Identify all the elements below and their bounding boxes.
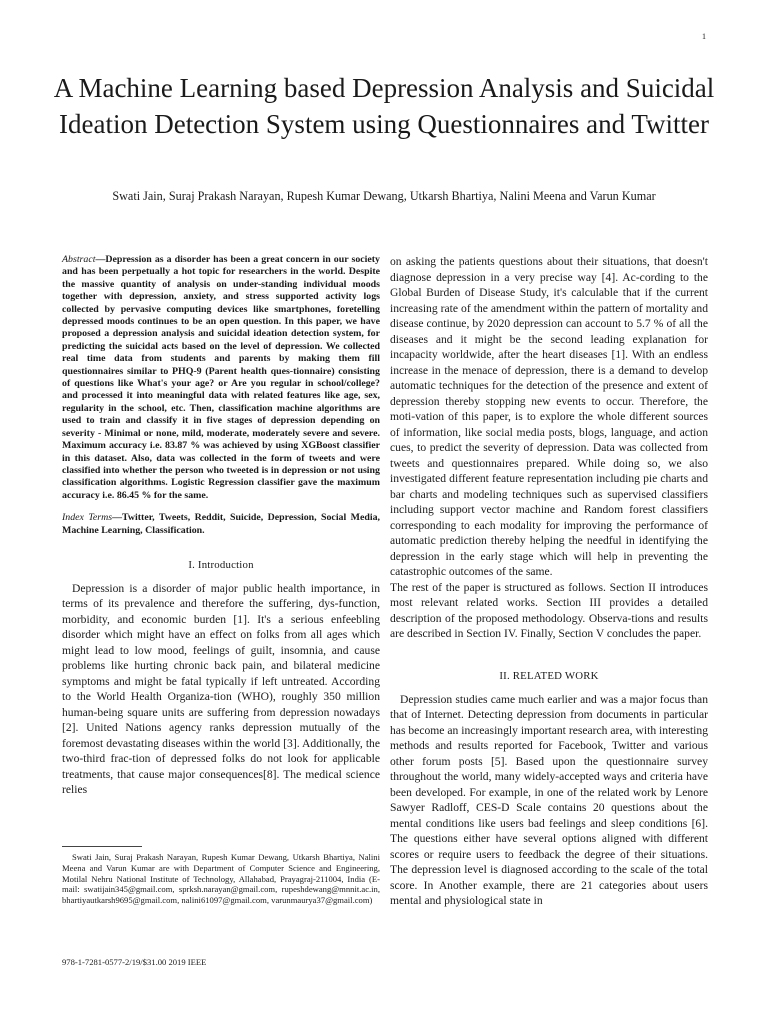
abstract xyxy=(62,254,380,502)
author-list: Swati Jain, Suraj Prakash Narayan, Rupesh Kumar Dewang, Utkarsh Bhartiya, Nalini Meena and Varun Kumar xyxy=(112,189,656,203)
section-heading-related-work: II. RELATED WORK xyxy=(499,669,599,682)
left-column xyxy=(62,254,380,798)
index-terms-text: —Twitter, Tweets, Reddit, Suicide, Depression, Social Media, Machine Learning, Classification. xyxy=(62,512,380,536)
page-number: 1 xyxy=(702,32,706,41)
section-heading-introduction: I. Introduction xyxy=(188,558,254,571)
index-terms xyxy=(62,512,380,537)
index-terms-label: Index Terms xyxy=(62,512,113,524)
author-affiliation-footnote: Swati Jain, Suraj Prakash Narayan, Rupesh Kumar Dewang, Utkarsh Bhartiya, Nalini Meena and Varun Kumar are with Department of Computer Science and Engineering, Motilal Nehru National Institute of Technology, Allahabad, Prayagraj-211004, India (E-mail: swatijain345@gmail.com, sprksh.narayan@gmail.com, rupeshdewang@mnnit.ac.in, bhartiyautkarsh9695@gmail.com, nalini61097@gmail.com, varunmaurya37@gmail.com) xyxy=(62,852,380,906)
isbn-line: 978-1-7281-0577-2/19/$31.00 2019 IEEE xyxy=(62,957,207,967)
introduction-paragraph: Depression is a disorder of major public health importance, in terms of its prevalence and therefore the suffering, dys-function, morbidity, and economic burden [1]. It's a serious enfeebling disorder which might have an effect on folks from all ages which might lead to low mood, feelings of guilt, insomnia, and cause problems like hurting chronic back pain, and bilateral medicine symptoms and might be fatal typically if left untreated. According to the World Health Organiza-tion (WHO), roughly 350 million human-being square units are suffering from depression nowadays [2]. United Nations agency ranks depression mutually of the foremost devastating diseases within the world [3]. Additionally, the two-third frac-tion of depressed folks do not look for applicable treatments, that cause major consequences[8]. The medical science relies xyxy=(62,581,380,797)
introduction-paragraph-continued: on asking the patients questions about their situations, that doesn't diagnose depression in a very precise way [4]. Ac-cording to the Global Burden of Disease Study, it's calculable that if the current increasing rate of the amendment within the pattern of mortality and disease continue, by 2020 depression can account to 5.7 % of all the diseases and it might be the second leading explanation for incapacity worldwide, after the heart diseases [1]. With an endless increase in the menace of depression, there is a demand to develop automatic techniques for the detection of the presence and extent of depression thereby stopping new events to occur. Therefore, the moti-vation of this paper, is to explore the whole different sources of information, like social media posts, blogs, language, and action cues, to predict the severity of depression. Data was collected from tweets and questionnaires prepared. While doing so, we also investigated different feature representation including pie charts and bar charts and modeling techniques such as supervised classifiers including support vector machine and Random forest classifiers corresponding to each modality for improving the performance of automatic prediction thereby helping the needful in identifying the depression in the early stage which will help in preventing the catastrophic outcomes of the same. xyxy=(390,255,708,578)
paper-title: A Machine Learning based Depression Analysis and Suicidal Ideation Detection System using Questionnaires and Twitter xyxy=(53,73,715,139)
abstract-label: Abstract xyxy=(62,254,96,265)
paper-structure-paragraph: The rest of the paper is structured as follows. Section II introduces most relevant related works. Section III provides a detailed description of the proposed methodology. Observa-tions and results are described in Section IV. Finally, Section V concludes the paper. xyxy=(390,580,708,640)
footnote-rule xyxy=(62,846,142,847)
right-column xyxy=(390,254,708,909)
related-work-paragraph: Depression studies came much earlier and was a major focus than that of Internet. Detecting depression from documents in particular has become an increasingly important research area, with interesting methods and results reported for Facebook, Twitter and various other forum posts [5]. Based upon the questionnaire survey throughout the world, many widely-accepted ways and criteria have been developed. For example, in one of the related work by Lenore Sawyer Radloff, CES-D Scale contains 20 questions about the mental conditions like users bad feelings and sleep conditions [6]. The questions either have several options aligned with different scores or require users to feedback the degree of their situations. The depression level is diagnosed according to the scale of the total score. In Another example, there are 21 categories about users mental and physiological state in xyxy=(390,692,708,907)
abstract-text: —Depression as a disorder has been a great concern in our society and has been perpetually a hot topic for researchers in the world. Despite the massive quantity of analysis on under-standing individual moods together with depression, anxiety, and stress supported activity logs collected by pervasive computing devices like smartphones, foretelling depressed moods continues to be an open question. In this paper, we have proposed a depression analysis and suicidal ideation detection system, for predicting the suicidal acts based on the level of depression. We collected real time data from students and parents by making them fill questionnaires similar to PHQ-9 (Parent health ques-tionnaire) consisting of questions like What's your age? or Are you regular in school/college? and processed it into meaningful data with related features like age, sex, regularity in the school, etc. Then, classification machine algorithms are used to train and classify it in five stages of depression depending on severity - Minimal or none, mild, moderate, moderately severe and severe. Maximum accuracy i.e. 83.87 % was achieved by using XGBoost classifier in this dataset. Also, data was collected in the form of tweets and were classified into whether the person who tweeted is in depression or not using classification algorithms. Logistic Regression classifier gave the maximum accuracy i.e. 86.45 % for the same. xyxy=(62,254,380,501)
